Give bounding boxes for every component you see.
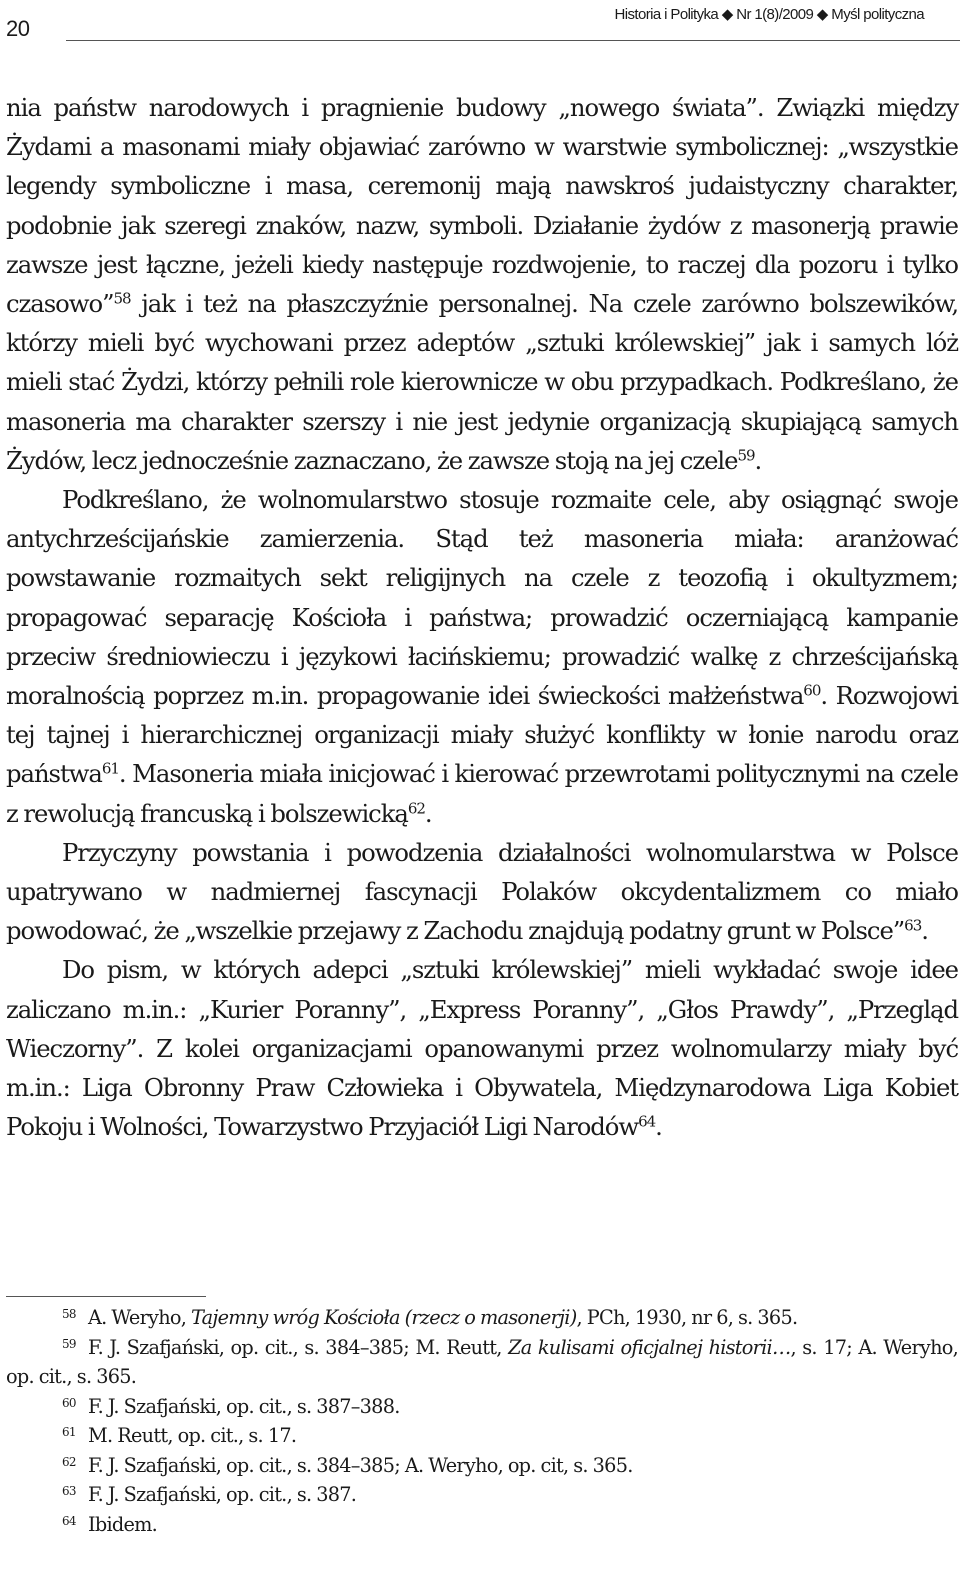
text-run: F. J. Szafjański, op. cit., s. 387. bbox=[88, 1483, 357, 1506]
text-run: , PCh, 1930, nr 6, s. 365. bbox=[576, 1306, 798, 1329]
text-run: jak i też na płaszczyźnie personalnej. Na czele zarówno bolszewików, którzy mieli być wychowani przez adeptów „sztuki królewskiej” jak i samych lóż mieli stać Żydzi, którzy pełnili role kierownicze w obu przypadkach. Podkreślano, że masoneria ma charakter szerszy i nie jest jedynie organizacją skupiającą samych Żydów, lecz jednocześnie zaznaczano, że zawsze stoją na jej czele bbox=[6, 289, 958, 475]
paragraph bbox=[6, 950, 958, 1146]
text-run: A. Weryho, bbox=[88, 1306, 191, 1329]
text-run: F. J. Szafjański, op. cit., s. 387–388. bbox=[88, 1394, 400, 1418]
text-run: . bbox=[424, 798, 432, 828]
footnote bbox=[6, 1333, 958, 1392]
italic-title: Za kulisami oficjalnej historii… bbox=[508, 1335, 791, 1359]
footnote-number bbox=[62, 1303, 88, 1333]
paragraph bbox=[6, 88, 958, 480]
footnote-reference: 60 bbox=[803, 681, 821, 700]
page-header bbox=[0, 0, 960, 50]
footnote bbox=[6, 1303, 958, 1333]
footnote-number-label: 62 bbox=[62, 1454, 76, 1469]
body-text bbox=[6, 88, 958, 1146]
footnote-reference: 58 bbox=[113, 289, 131, 308]
footnote-number-label: 64 bbox=[62, 1513, 76, 1528]
text-run: . bbox=[754, 445, 762, 475]
footnote-number bbox=[62, 1451, 88, 1481]
header-rule bbox=[66, 40, 960, 41]
text-run: M. Reutt, op. cit., s. 17. bbox=[88, 1424, 297, 1447]
footnote bbox=[6, 1451, 958, 1481]
page-number: 20 bbox=[6, 16, 30, 41]
footnote-number bbox=[62, 1421, 88, 1451]
footnote bbox=[6, 1421, 958, 1451]
footnote-number bbox=[62, 1510, 88, 1540]
footnote-number bbox=[62, 1392, 88, 1422]
running-title: Historia i Polityka ◆ Nr 1(8)/2009 ◆ Myśl polityczna bbox=[614, 6, 924, 23]
footnote-number-label: 61 bbox=[62, 1425, 76, 1440]
text-run: F. J. Szafjański, op. cit., s. 384–385; A. Weryho, op. cit, s. 365. bbox=[88, 1453, 633, 1477]
footnote-number bbox=[62, 1480, 88, 1510]
text-run: . bbox=[921, 916, 928, 946]
footnote-reference: 61 bbox=[101, 760, 119, 779]
footnote-number bbox=[62, 1333, 88, 1363]
paragraph bbox=[6, 833, 958, 951]
text-run: Do pism, w których adepci „sztuki królewskiej” mieli wykładać swoje idee zaliczano m.in.: „Kurier Poranny”, „Express Poranny”, „Głos Prawdy”, „Przegląd Wieczorny”. Z kolei organizacjami opanowanymi przez wolnomularzy miały być m.in.: Liga Obronny Praw Człowieka i Obywatela, Międzynarodowa Liga Kobiet Pokoju i Wolności, Towarzystwo Przyjaciół Ligi Narodów bbox=[6, 955, 958, 1142]
text-run: . Masoneria miała inicjować i kierować przewrotami politycznymi na czele z rewolucją francuską i bolszewicką bbox=[6, 759, 958, 828]
text-run: . bbox=[655, 1112, 662, 1142]
footnote bbox=[6, 1392, 958, 1422]
text-run: F. J. Szafjański, op. cit., s. 384–385; M. Reutt, bbox=[88, 1335, 509, 1359]
text-run: nia państw narodowych i pragnienie budowy „nowego świata”. Związki między Żydami a masonami miały objawiać zarówno w warstwie symbolicznej: „wszystkie legendy symboliczne i masa, ceremonij mają nawskroś judaistyczny charakter, podobnie jak szeregi znaków, nazw, symboli. Działanie żydów z masonerją prawie zawsze jest łączne, jeżeli kiedy następuje rozdwojenie, to raczej dla pozoru i tylko czasowo” bbox=[6, 93, 958, 319]
text-run: , s. 17; A. Weryho, op. cit., s. 365. bbox=[6, 1335, 958, 1388]
footnote bbox=[6, 1510, 958, 1540]
footnote-number-label: 58 bbox=[62, 1307, 76, 1322]
footnotes bbox=[6, 1303, 958, 1539]
footnote-number-label: 63 bbox=[62, 1484, 76, 1499]
footnote-number-label: 60 bbox=[62, 1395, 76, 1410]
text-run: Ibidem. bbox=[88, 1512, 158, 1536]
text-run: . Rozwojowi tej tajnej i hierarchicznej organizacji miały służyć konflikty w łonie narodu oraz państwa bbox=[6, 681, 958, 789]
italic-title: Tajemny wróg Kościoła (rzecz o masonerji) bbox=[190, 1306, 577, 1329]
footnote-number-label: 59 bbox=[62, 1336, 76, 1351]
footnote-reference: 64 bbox=[638, 1113, 656, 1131]
text-run: Przyczyny powstania i powodzenia działalności wolnomularstwa w Polsce upatrywano w nadmiernej fascynacji Polaków okcydentalizmem co miało powodować, że „wszelkie przejawy z Zachodu znajdują podatny grunt w Polsce” bbox=[6, 837, 958, 946]
paragraph bbox=[6, 480, 958, 833]
footnote-separator bbox=[6, 1296, 206, 1297]
footnote bbox=[6, 1480, 958, 1510]
footnote-reference: 62 bbox=[407, 799, 425, 818]
text-run: Podkreślano, że wolnomularstwo stosuje rozmaite cele, aby osiągnąć swoje antychrześcijańskie zamierzenia. Stąd też masoneria miała: aranżować powstawanie rozmaitych sekt religijnych na czele z teozofią i okultyzmem; propagować separację Kościoła i państwa; prowadzić oczerniającą kampanie przeciw średniowieczu i językowi łacińskiemu; prowadzić walkę z chrześcijańską moralnością poprzez m.in. propagowanie idei świeckości małżeństwa bbox=[6, 485, 958, 711]
footnote-reference: 59 bbox=[737, 446, 755, 465]
footnote-reference: 63 bbox=[904, 916, 922, 935]
